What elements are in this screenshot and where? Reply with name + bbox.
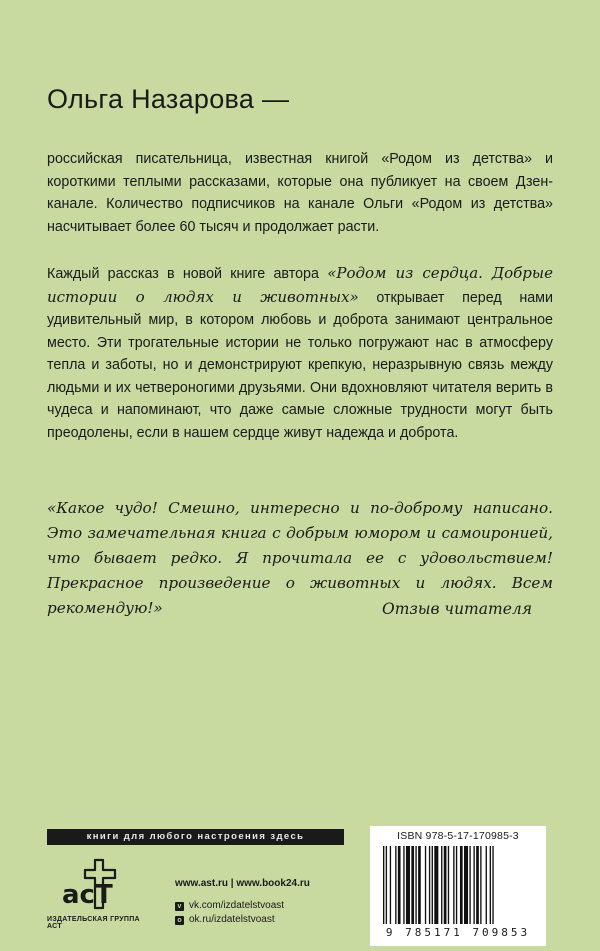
- barcode-bar: [415, 846, 416, 924]
- author-name: Ольга Назарова —: [47, 84, 290, 114]
- ok-link-row[interactable]: [175, 913, 310, 927]
- barcode-bar: [456, 846, 457, 924]
- barcode-bar: [444, 846, 447, 924]
- book-description: [47, 262, 553, 444]
- barcode-bar: [425, 846, 426, 924]
- barcode-bar: [386, 846, 387, 924]
- barcode-digits: 9 785171 709853: [385, 926, 531, 939]
- barcode-bar: [418, 846, 421, 924]
- barcode-bar: [398, 846, 401, 924]
- barcode-bar: [473, 846, 474, 924]
- barcode-bar: [469, 846, 470, 924]
- vk-link[interactable]: vk.com/izdatelstvoast: [189, 900, 285, 911]
- author-bio: российская писательница, известная книгой «Родом из детства» и короткими теплыми рассказами, которые она публикует на своем Дзен-канале. Количество подписчиков на канале Ольги «Родом из детства» насчитывает более 60 тысяч и продолжает расти.: [47, 151, 553, 235]
- barcode-box: [370, 826, 546, 946]
- quote-source: Отзыв читателя: [382, 600, 532, 618]
- book-title: «Родом из сердца. Добрые истории о людях и животных»: [47, 264, 554, 306]
- barcode-bar: [480, 846, 481, 924]
- ok-link[interactable]: ok.ru/izdatelstvoast: [189, 914, 275, 925]
- barcode-bar: [476, 846, 479, 924]
- vk-link-row[interactable]: [175, 899, 310, 913]
- description-lead: Каждый рассказ в новой книге автора: [47, 266, 328, 282]
- barcode-bar: [429, 846, 430, 924]
- barcode-bar: [448, 846, 449, 924]
- barcode-bar: [453, 846, 454, 924]
- ok-icon: o: [175, 916, 184, 925]
- barcode-bar: [432, 846, 433, 924]
- slogan-banner: книги для любого настроения здесь: [47, 829, 344, 845]
- barcode-bar: [403, 846, 404, 924]
- barcode-bar: [390, 846, 391, 924]
- barcode-bar: [411, 846, 414, 924]
- barcode-bar: [464, 846, 468, 924]
- vk-icon: v: [175, 902, 184, 911]
- barcode-bar: [383, 846, 384, 924]
- barcode-bar: [441, 846, 442, 924]
- barcode-bar: [492, 846, 493, 924]
- ast-logo: [62, 856, 120, 914]
- isbn-label: ISBN 978-5-17-170985-3: [397, 830, 519, 842]
- publisher-name: ИЗДАТЕЛЬСКАЯ ГРУППА АСТ: [47, 916, 140, 930]
- logo-text: acT: [62, 880, 113, 910]
- reader-quote: «Какое чудо! Смешно, интересно и по-доброму написано. Это замечательная книга с добрым юмором и самоиронией, что бывает редко. Я прочитала ее с удовольствием! Прекрасное произведение о животных и людях. Всем рекомендую!»: [47, 499, 553, 617]
- barcode-bar: [406, 846, 410, 924]
- description-rest: открывает перед нами удивительный мир, в котором любовь и доброта занимают центральное место. Эти трогательные истории не только погружают нас в атмосферу тепла и заботы, но и демонстрируют крепкую, неразрывную связь между людьми и их четвероногими друзьями. Они вдохновляют читателя верить в чудеса и напоминают, что даже самые сложные трудности могут быть преодолены, если в нашем сердце живут надежда и доброта.: [47, 289, 553, 441]
- barcode-bar: [490, 846, 491, 924]
- publisher-links: [175, 877, 310, 927]
- websites-link[interactable]: www.ast.ru | www.book24.ru: [175, 878, 310, 889]
- barcode: [381, 846, 535, 926]
- barcode-bar: [395, 846, 396, 924]
- barcode-bar: [460, 846, 463, 924]
- barcode-bar: [486, 846, 487, 924]
- barcode-bar: [434, 846, 438, 924]
